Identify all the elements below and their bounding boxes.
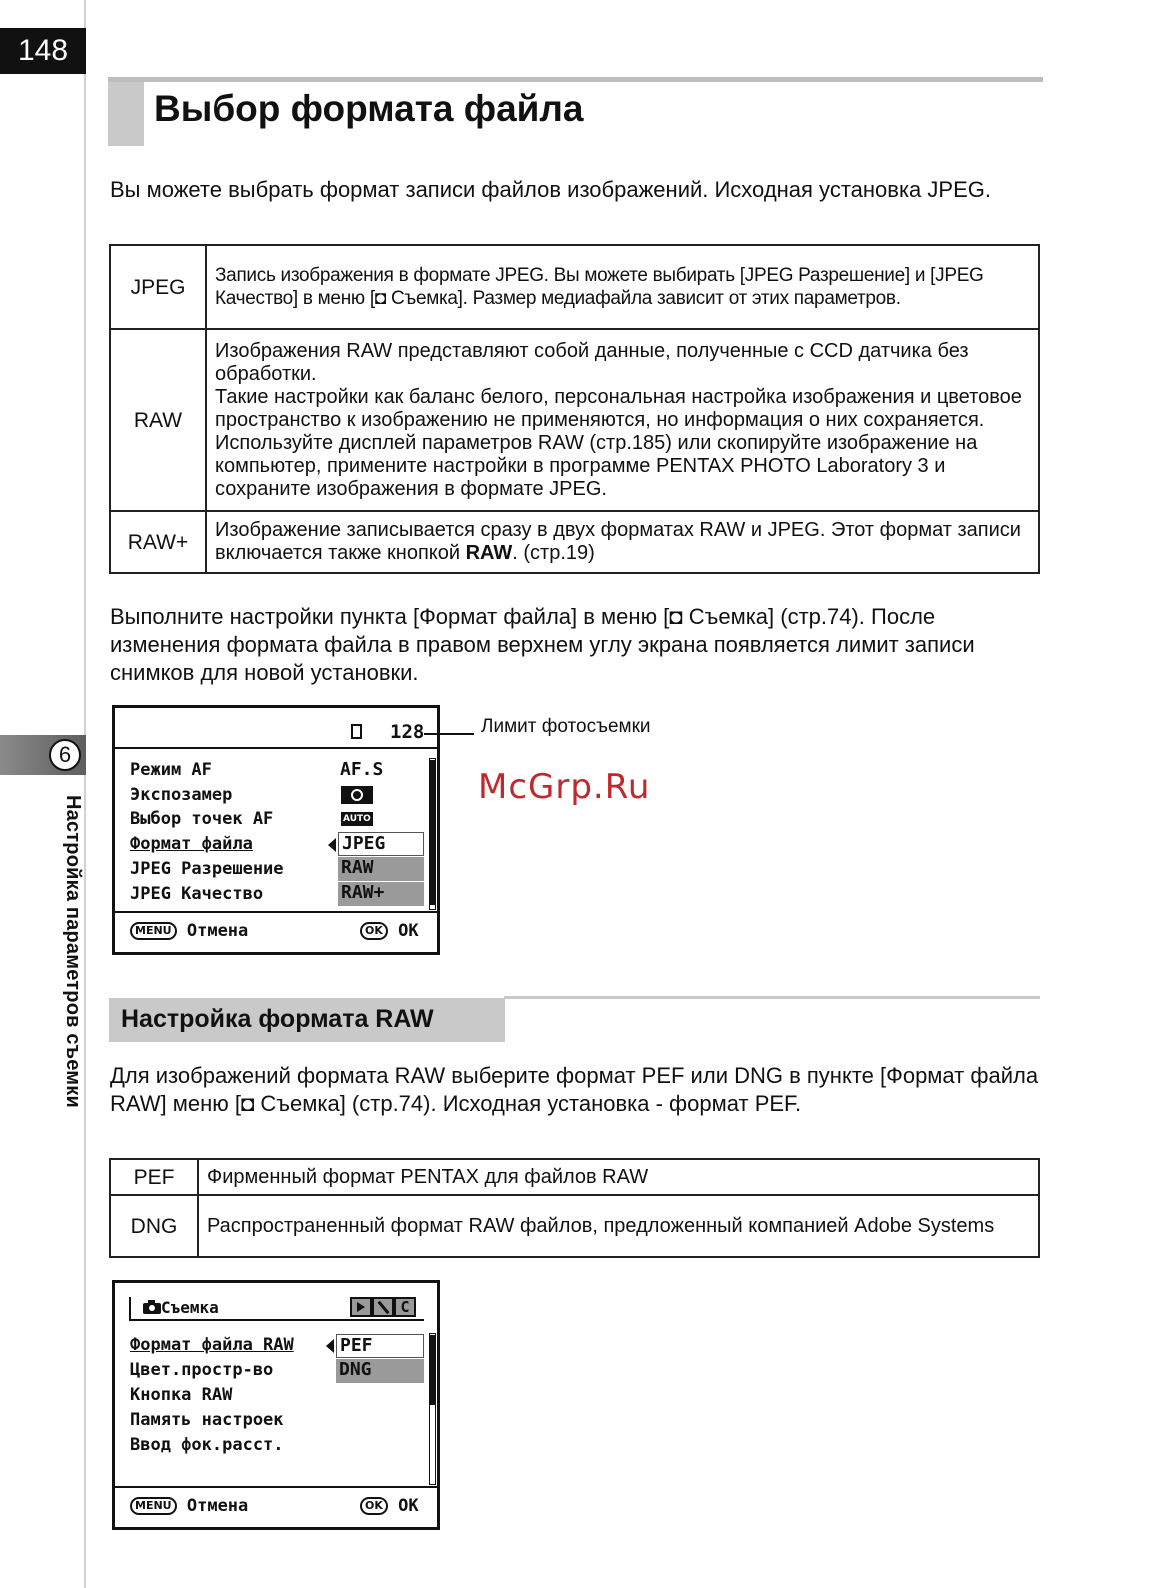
menu-item-af-point[interactable]: Выбор точек AF: [130, 809, 274, 829]
ok-control[interactable]: [360, 1496, 419, 1516]
desc-text: . (стр.19): [512, 542, 595, 564]
format-key-rawplus: RAW+: [110, 511, 206, 573]
format-desc-jpeg: Запись изображения в формате JPEG. Вы можете выбирать [JPEG Разрешение] и [JPEG Качество] в меню [◘ Съемка]. Размер медиафайла зависит от этих параметров.: [206, 245, 1039, 329]
raw-desc-pef: Фирменный формат PENTAX для файлов RAW: [198, 1159, 1039, 1195]
metering-icon: [341, 786, 373, 804]
ok-button-icon: OK: [360, 922, 388, 940]
title-marker: [108, 82, 144, 146]
menu-item-jpeg-resolution[interactable]: JPEG Разрешение: [130, 859, 284, 879]
raw-key-pef: PEF: [110, 1159, 198, 1195]
table-row: [110, 1195, 1039, 1257]
card-icon: [351, 724, 362, 739]
table-row: [110, 1159, 1039, 1195]
format-desc-rawplus: [206, 511, 1039, 573]
ok-label: OK: [398, 921, 419, 941]
left-margin: [0, 0, 86, 1588]
tab-bar-line: [129, 1319, 424, 1321]
chapter-number: 6: [49, 739, 81, 771]
cancel-label: Отмена: [186, 1496, 249, 1516]
subsection-heading: Настройка формата RAW: [109, 998, 505, 1042]
tab-custom[interactable]: C: [394, 1297, 416, 1317]
divider: [115, 747, 437, 749]
chapter-title: Настройка параметров съемки: [62, 795, 84, 1108]
raw-format-table: [109, 1158, 1040, 1258]
menu-value-af-mode: AF.S: [340, 759, 384, 780]
menu-item-raw-format[interactable]: Формат файла RAW: [130, 1335, 294, 1355]
menu-item-memory[interactable]: Память настроек: [130, 1410, 284, 1430]
option-dng[interactable]: DNG: [336, 1359, 424, 1383]
tab-playback-icon[interactable]: [350, 1297, 372, 1317]
menu-item-af-mode[interactable]: Режим AF: [130, 760, 212, 780]
desc-text: Изображение записывается сразу в двух форматах RAW и JPEG. Этот формат записи включается также кнопкой: [215, 519, 1021, 564]
margin-rule: [84, 0, 86, 1588]
title-rule: [108, 77, 1043, 82]
menu-item-metering[interactable]: Экспозамер: [130, 785, 233, 805]
left-arrow-icon: [328, 838, 336, 852]
camera-screen-format: [112, 705, 440, 955]
option-rawplus[interactable]: RAW+: [338, 882, 424, 906]
menu-button-icon: MENU: [130, 922, 177, 940]
ok-label: OK: [398, 1496, 419, 1516]
option-raw[interactable]: RAW: [338, 857, 424, 881]
option-jpeg[interactable]: JPEG: [338, 832, 424, 856]
af-auto-icon: AUTO: [343, 814, 371, 824]
table-row: [110, 511, 1039, 573]
table-row: [110, 329, 1039, 511]
divider: [115, 1486, 437, 1488]
menu-item-focal-length[interactable]: Ввод фок.расст.: [130, 1435, 284, 1455]
menu-button-icon: MENU: [130, 1497, 177, 1515]
subsection-rule: [504, 996, 1040, 999]
ok-control[interactable]: [360, 921, 419, 941]
cancel-control[interactable]: [130, 1496, 248, 1516]
instructions-paragraph: Выполните настройки пункта [Формат файла] в меню [◘ Съемка] (стр.74). После изменения формата файла в правом верхнем углу экрана появляется лимит записи снимков для новой установки.: [110, 604, 975, 685]
raw-intro-paragraph: Для изображений формата RAW выберите формат PEF или DNG в пункте [Формат файла RAW] меню [◘ Съемка] (стр.74). Исходная установка - формат PEF.: [110, 1063, 1039, 1116]
format-table: [109, 244, 1040, 574]
page-title: Выбор формата файла: [154, 88, 584, 129]
scrollbar-thumb[interactable]: [430, 760, 435, 905]
menu-item-file-format[interactable]: Формат файла: [130, 834, 253, 854]
shots-remaining: 128: [390, 721, 425, 743]
raw-button-label: RAW: [465, 542, 513, 564]
tab-shooting-label: Съемка: [161, 1298, 219, 1317]
tab-shooting[interactable]: [143, 1298, 219, 1317]
scrollbar-thumb[interactable]: [430, 1335, 435, 1405]
metering-ring: [351, 789, 363, 801]
intro-paragraph: Вы можете выбрать формат записи файлов изображений. Исходная установка JPEG.: [110, 177, 991, 202]
tab-setup-icon[interactable]: [372, 1297, 394, 1317]
camera-icon: [143, 1300, 161, 1314]
camera-screen-raw: [112, 1280, 440, 1530]
watermark: McGrp.Ru: [478, 767, 651, 807]
cancel-control[interactable]: [130, 921, 248, 941]
raw-key-dng: DNG: [110, 1195, 198, 1257]
callout-line: [424, 733, 474, 735]
divider: [115, 911, 437, 913]
raw-desc-dng: Распространенный формат RAW файлов, предложенный компанией Adobe Systems: [198, 1195, 1039, 1257]
menu-item-raw-button[interactable]: Кнопка RAW: [130, 1385, 233, 1405]
format-key-raw: RAW: [110, 329, 206, 511]
tab-bar-left: [129, 1297, 131, 1321]
cancel-label: Отмена: [186, 921, 249, 941]
callout-label: Лимит фотосъемки: [481, 716, 651, 737]
menu-item-color-space[interactable]: Цвет.простр-во: [130, 1360, 274, 1380]
ok-button-icon: OK: [360, 1497, 388, 1515]
page-number: 148: [0, 28, 86, 74]
left-arrow-icon: [326, 1339, 334, 1353]
format-key-jpeg: JPEG: [110, 245, 206, 329]
menu-item-jpeg-quality[interactable]: JPEG Качество: [130, 884, 264, 904]
table-row: [110, 245, 1039, 329]
option-pef[interactable]: PEF: [336, 1334, 424, 1358]
format-desc-raw: Изображения RAW представляют собой данные, полученные с CCD датчика без обработки. Такие настройки как баланс белого, персональная настройка изображения и цветовое пространство к изображению не применяются, но информация о них сохраняется. Используйте дисплей параметров RAW (стр.185) или скопируйте изображение на компьютер, примените настройки в программе PENTAX PHOTO Laboratory 3 и сохраните изображения в формате JPEG.: [206, 329, 1039, 511]
